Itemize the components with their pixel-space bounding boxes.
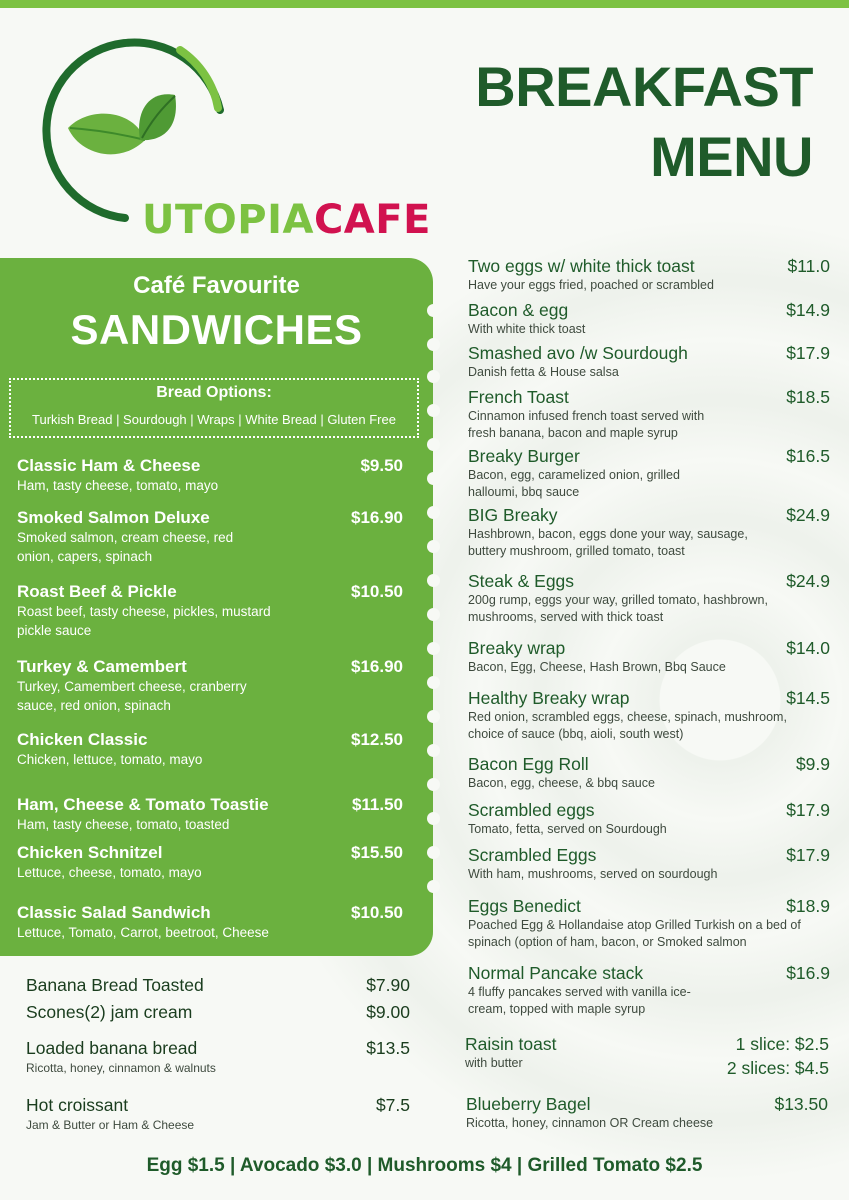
item-desc: Red onion, scrambled eggs, cheese, spinach, mushroom, choice of sauce (bbq, aioli, south west) [468,710,787,741]
logo-wordmark: UTOPIACAFE [142,197,431,243]
item-price: $24.9 [786,571,830,591]
menu-item [26,1038,410,1075]
menu-item [468,963,830,1018]
item-name: Roast Beef & Pickle [17,582,177,601]
item-price: $10.50 [351,582,403,601]
item-desc: Tomato, fetta, served on Sourdough [468,822,667,836]
menu-item [26,1002,410,1023]
top-bar [0,0,849,8]
raisin-toast-item [465,1034,829,1078]
item-desc: Cinnamon infused french toast served with fresh banana, bacon and maple syrup [468,409,705,440]
item-name: BIG Breaky [468,505,558,525]
item-name: Classic Salad Sandwich [17,903,211,922]
item-price: $24.9 [786,505,830,525]
item-price: $17.9 [786,343,830,363]
price-two-slices: 2 slices: $4.5 [726,1058,829,1078]
item-price: $14.9 [786,300,830,320]
sandwich-item [17,903,407,942]
item-desc: with butter [465,1056,523,1070]
item-desc: Bacon, egg, caramelized onion, grilled halloumi, bbq sauce [468,468,680,499]
item-desc: With white thick toast [468,322,586,336]
item-price: $7.5 [375,1095,410,1115]
item-name: Bacon Egg Roll [468,754,589,774]
sandwich-item [17,843,407,882]
item-price: $18.5 [786,387,830,407]
item-name: Ham, Cheese & Tomato Toastie [17,795,269,814]
item-desc: Poached Egg & Hollandaise atop Grilled Turkish on a bed of spinach (option of ham, bacon, or Smoked salmon [468,918,801,949]
item-desc: 4 fluffy pancakes served with vanilla ice-cream, topped with maple syrup [468,985,691,1016]
item-price: $16.9 [786,963,830,983]
sandwich-item [17,657,407,715]
sandwich-item [17,456,407,495]
item-name: Steak & Eggs [468,571,575,591]
item-price: $14.0 [786,638,830,658]
item-price: $9.50 [360,456,403,475]
item-price: $17.9 [786,845,830,865]
menu-item [468,754,830,792]
item-name: Smashed avo /w Sourdough [468,343,688,363]
item-price: $9.9 [795,754,830,774]
sandwiches-panel [0,258,433,956]
item-price: $16.5 [786,446,830,466]
item-price: $16.90 [351,657,403,676]
item-desc: Bacon, egg, cheese, & bbq sauce [468,776,655,790]
item-name: Breaky Burger [468,446,580,466]
menu-item [468,688,830,743]
item-desc: Ricotta, honey, cinnamon OR Cream cheese [466,1116,714,1130]
item-price: $13.50 [774,1094,828,1114]
item-desc: Have your eggs fried, poached or scrambled [468,278,714,292]
item-price: $12.50 [351,730,403,749]
item-name: Raisin toast [465,1034,557,1054]
item-name: Two eggs w/ white thick toast [468,256,695,276]
item-name: French Toast [468,387,569,407]
menu-item [468,446,830,501]
item-desc: Hashbrown, bacon, eggs done your way, sausage, buttery mushroom, grilled tomato, toast [468,527,748,558]
item-name: Chicken Classic [17,730,148,749]
item-name: Scrambled eggs [468,800,595,820]
item-desc: Lettuce, Tomato, Carrot, beetroot, Cheese [17,925,269,940]
blueberry-bagel-item [466,1094,828,1132]
item-desc: Roast beef, tasty cheese, pickles, mustard pickle sauce [17,604,271,638]
menu-item [468,343,830,381]
menu-item [468,300,830,338]
menu-item [468,896,830,951]
menu-item [26,975,410,996]
item-desc: With ham, mushrooms, served on sourdough [468,867,718,881]
item-desc: Smoked salmon, cream cheese, red onion, capers, spinach [17,530,234,564]
sandwiches-title: SANDWICHES [70,306,363,353]
item-name: Banana Bread Toasted [26,975,204,995]
item-desc: Ham, tasty cheese, tomato, toasted [17,817,230,832]
item-price: $15.50 [351,843,403,862]
sandwich-item [17,582,407,640]
item-price: $13.5 [366,1038,410,1058]
item-desc: Ham, tasty cheese, tomato, mayo [17,478,219,493]
item-desc: Chicken, lettuce, tomato, mayo [17,752,203,767]
item-name: Scones(2) jam cream [26,1002,193,1022]
menu-item [468,505,830,560]
item-name: Eggs Benedict [468,896,581,916]
item-desc: Turkey, Camembert cheese, cranberry sauce, red onion, spinach [17,679,247,713]
item-name: Normal Pancake stack [468,963,644,983]
menu-item [468,387,830,442]
bread-options-box [9,378,419,438]
item-name: Smoked Salmon Deluxe [17,508,210,527]
price-one-slice: 1 slice: $2.5 [735,1034,829,1054]
item-name: Turkey & Camembert [17,657,187,676]
item-price: $14.5 [786,688,830,708]
item-name: Scrambled Eggs [468,845,597,865]
item-desc: Lettuce, cheese, tomato, mayo [17,865,202,880]
item-name: Loaded banana bread [26,1038,198,1058]
bread-options-list: Turkish Bread | Sourdough | Wraps | White Bread | Gluten Free [32,412,396,427]
item-price: $9.00 [366,1002,410,1022]
item-price: $18.9 [786,896,830,916]
item-name: Breaky wrap [468,638,566,658]
item-price: $11.0 [787,256,830,276]
item-desc: Ricotta, honey, cinnamon & walnuts [26,1061,216,1075]
item-price: $16.90 [351,508,403,527]
menu-item [468,845,830,883]
bread-options-title: Bread Options: [156,384,272,401]
item-name: Healthy Breaky wrap [468,688,630,708]
item-price: $7.90 [366,975,410,995]
item-desc: Danish fetta & House salsa [468,365,619,379]
menu-item [468,256,830,294]
item-desc: Bacon, Egg, Cheese, Hash Brown, Bbq Sauce [468,660,726,674]
item-price: $17.9 [786,800,830,820]
extras-footer: Egg $1.5 | Avocado $3.0 | Mushrooms $4 | Grilled Tomato $2.5 [146,1155,703,1176]
utopia-cafe-logo [30,30,431,243]
menu-item [468,800,830,838]
item-name: Classic Ham & Cheese [17,456,201,475]
item-desc: 200g rump, eggs your way, grilled tomato, hashbrown, mushrooms, served with thick toast [468,593,768,624]
item-price: $10.50 [351,903,403,922]
sandwich-item [17,730,407,769]
item-desc: Jam & Butter or Ham & Cheese [26,1118,195,1132]
item-name: Bacon & egg [468,300,569,320]
item-price: $11.50 [351,795,403,814]
item-name: Blueberry Bagel [466,1094,591,1114]
item-name: Hot croissant [26,1095,129,1115]
menu-item [468,571,830,626]
sandwich-item [17,795,407,834]
menu-item [468,638,830,676]
item-name: Chicken Schnitzel [17,843,163,862]
sandwiches-subtitle: Café Favourite [133,272,300,299]
sandwich-item [17,508,407,566]
menu-item [26,1095,410,1132]
page-title: BREAKFAST MENU [475,55,813,188]
